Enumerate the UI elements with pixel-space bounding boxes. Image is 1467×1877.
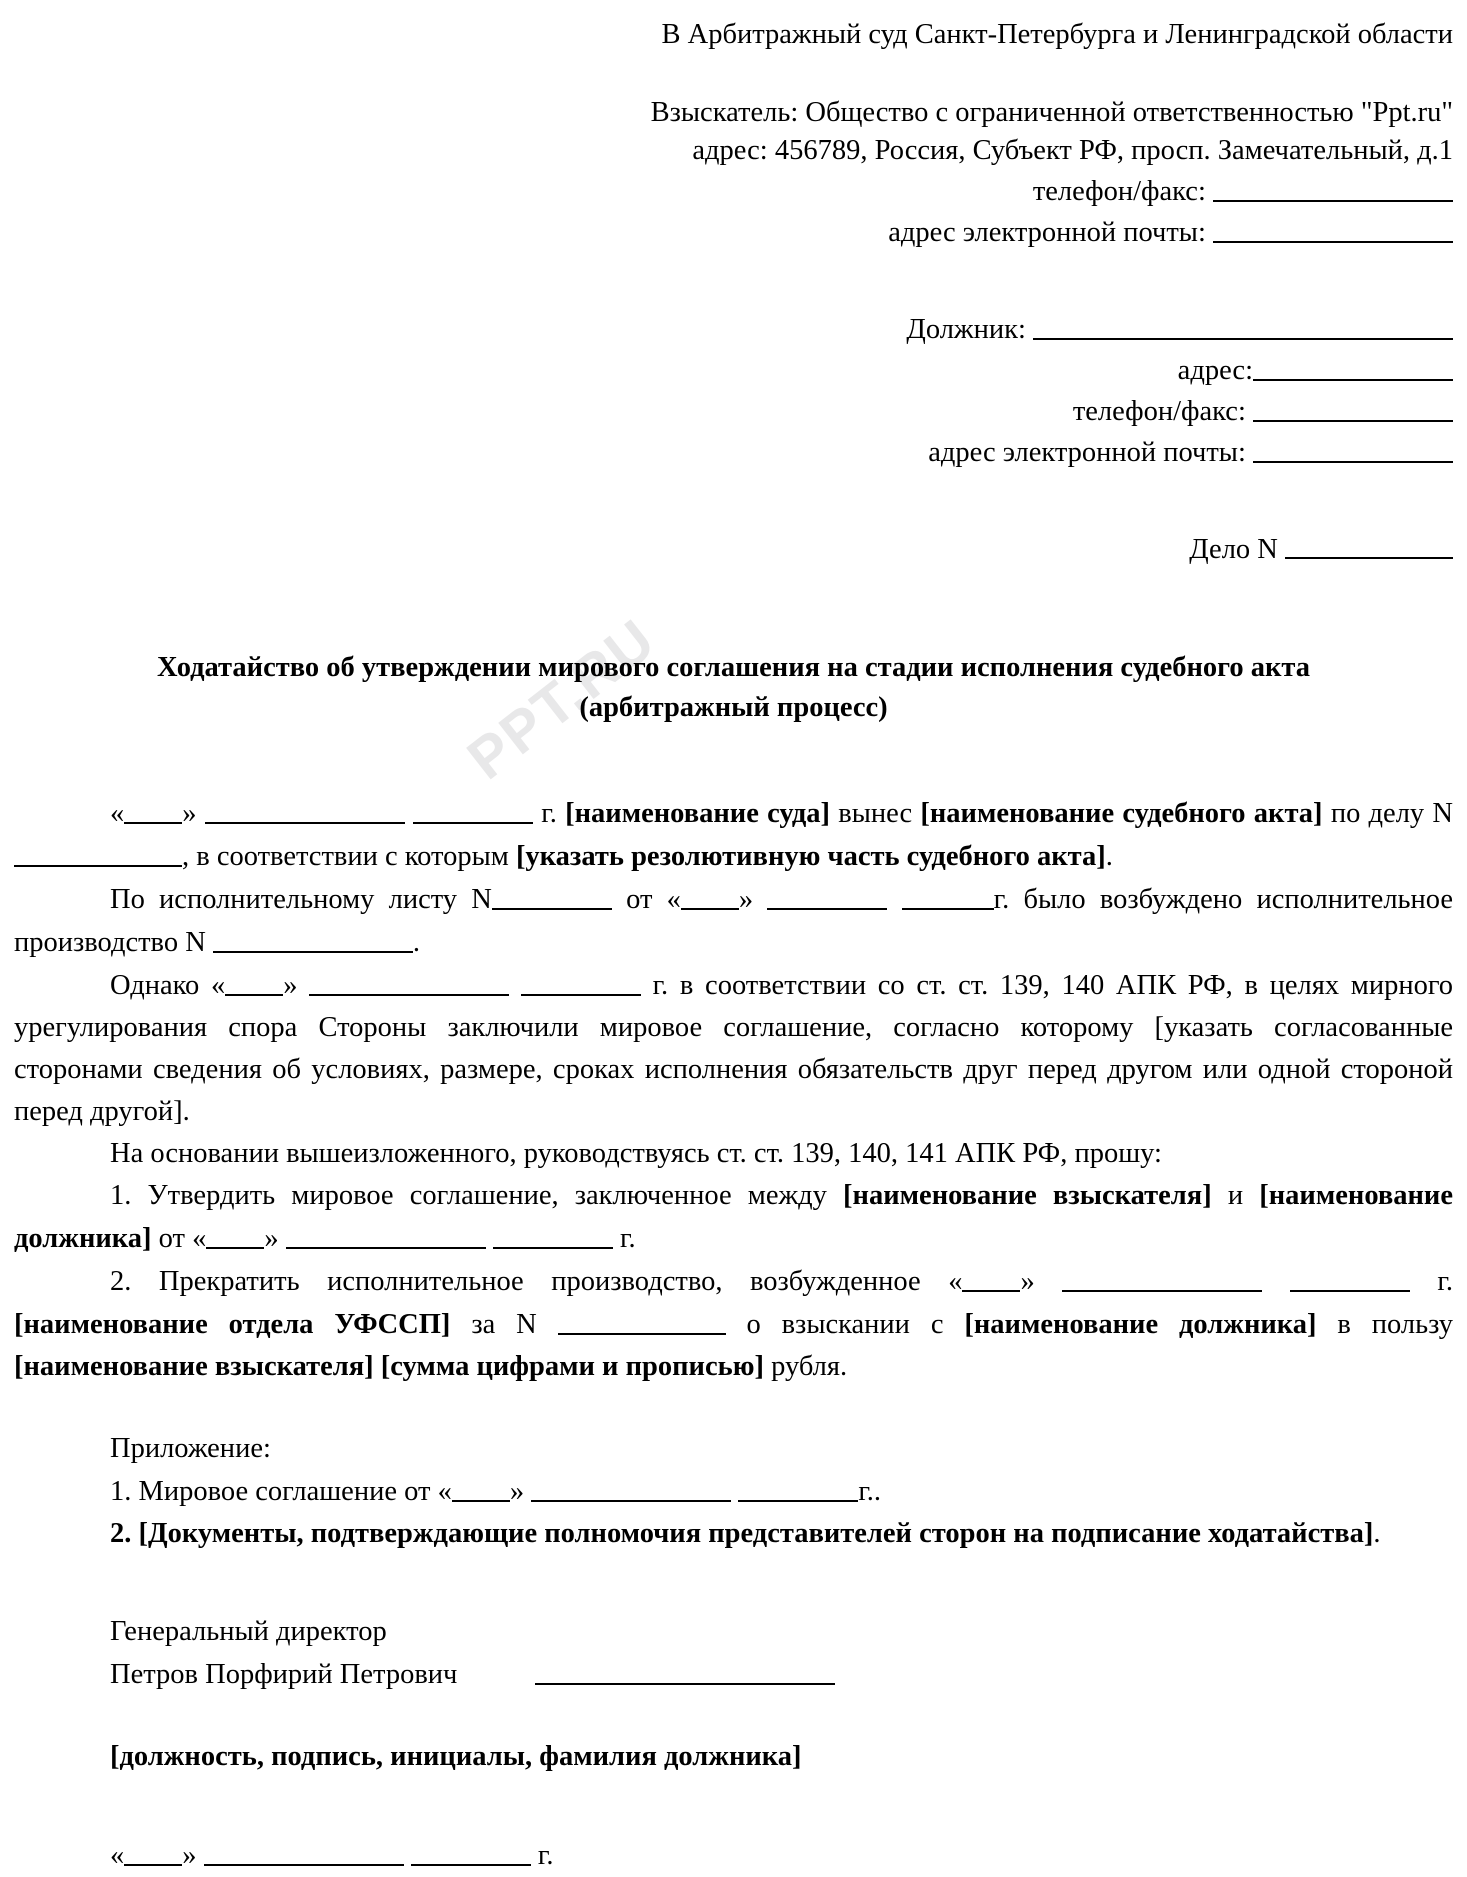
debtor-email (14, 431, 1453, 472)
debtor-signature-placeholder: [должность, подпись, инициалы, фамилия должника] (110, 1740, 802, 1772)
p1-dot: . (1105, 841, 1113, 873)
appendix-heading-text: Приложение: (110, 1432, 271, 1464)
appendix1-quote-open: « (437, 1475, 452, 1507)
appendix1-year-suffix: г.. (858, 1475, 882, 1507)
debtor-name (14, 308, 1453, 349)
p1-po-delu: по делу N (1330, 798, 1454, 830)
claimant-phone (14, 170, 1453, 211)
p3-year-blank[interactable] (521, 964, 641, 996)
p2-year-suffix: г. (993, 884, 1010, 916)
item1-year-suffix: г. (620, 1222, 636, 1254)
item1-ot: от (158, 1222, 185, 1254)
paragraph-judgement (14, 792, 1453, 878)
sig-date-year-blank[interactable] (411, 1834, 531, 1866)
p1-court-name-placeholder: [наименование суда] (565, 798, 830, 830)
court-addressee-text: В Арбитражный суд Санкт-Петербурга и Ленинградской области (661, 19, 1453, 50)
item2-year-blank[interactable] (1290, 1260, 1410, 1292)
item2-day-blank[interactable] (962, 1260, 1020, 1292)
appendix1-month-blank[interactable] (531, 1470, 731, 1502)
p3-year-suffix: г. (652, 970, 669, 1002)
p2-dot: . (412, 927, 421, 959)
signer-name-text: Петров Порфирий Петрович (110, 1658, 458, 1690)
item2-start: 2. Прекратить исполнительное производство, возбужденное (110, 1265, 921, 1297)
page-title (14, 648, 1453, 688)
appendix-item-2 (14, 1513, 1453, 1555)
p3-quote-close: » (283, 970, 298, 1002)
signer-position (14, 1611, 1453, 1653)
sig-date-day-blank[interactable] (124, 1834, 182, 1866)
p1-case-blank[interactable] (14, 835, 182, 867)
claimant-name-text: Взыскатель: Общество с ограниченной ответственностью "Ppt.ru" (650, 97, 1453, 128)
paragraph-settlement (14, 964, 1453, 1133)
p3-quote-open: « (210, 970, 226, 1002)
case-number (14, 528, 1453, 569)
item2-v-polzu: в пользу (1337, 1308, 1454, 1340)
p1-resolutive-placeholder: [указать резолютивную часть судебного акта] (515, 841, 1106, 873)
debtor-address (14, 349, 1453, 390)
appendix2-dot: . (1373, 1517, 1381, 1549)
item1-and: и (1227, 1180, 1244, 1212)
p1-month-blank[interactable] (205, 792, 405, 824)
p3-tail: в соответствии со ст. ст. 139, 140 АПК РФ, в целях мирного урегулирования спора Стороны заключили мировое соглашение, согласно которому (14, 970, 1454, 1044)
debtor-phone-label: телефон/факс: (1072, 395, 1246, 427)
appendix1-start: 1. Мировое соглашение от (110, 1475, 431, 1507)
p2-bylo: было возбуждено исполнительное производство N (14, 884, 1454, 959)
debtor-phone-blank[interactable] (1253, 390, 1453, 422)
document-content (14, 0, 1453, 1877)
claimant-name (14, 94, 1453, 132)
signature-blank[interactable] (535, 1653, 835, 1685)
p1-act-name-placeholder: [наименование судебного акта] (920, 798, 1323, 830)
p2-ot: от (626, 884, 653, 916)
p2-year-blank[interactable] (902, 878, 994, 910)
claimant-email-label: адрес электронной почты: (888, 216, 1206, 248)
signature-date-row (14, 1834, 1453, 1877)
p1-year-suffix: г. (541, 798, 557, 830)
item2-year-suffix: г. (1437, 1265, 1454, 1297)
item2-za-n: за N (471, 1308, 537, 1340)
claimant-email-blank[interactable] (1213, 211, 1453, 243)
item2-o-vzyskanii: о взыскании с (746, 1308, 944, 1340)
p3-terms-placeholder: [указать согласованные сторонами сведения об условиях, размере, сроках исполнения обязательств друг перед другом или одной стороной перед другой] (14, 1012, 1453, 1128)
appendix2-placeholder: [Документы, подтверждающие полномочия представителей сторон на подписание ходатайства] (138, 1517, 1374, 1549)
p2-quote-open: « (666, 884, 681, 916)
paragraph-request-intro (14, 1133, 1453, 1175)
debtor-name-blank[interactable] (1033, 308, 1453, 340)
signer-position-text: Генеральный директор (110, 1615, 387, 1647)
sig-date-quote-open: « (110, 1839, 125, 1871)
item1-day-blank[interactable] (206, 1217, 264, 1249)
appendix1-year-blank[interactable] (738, 1470, 858, 1502)
item1-start: 1. Утвердить мировое соглашение, заключенное между (110, 1180, 827, 1212)
page-subtitle (14, 688, 1453, 728)
debtor-name-label: Должник: (906, 313, 1026, 345)
item2-amount-placeholder: [сумма цифрами и прописью] (380, 1350, 764, 1382)
appendix2-number: 2. (110, 1517, 132, 1549)
sig-date-quote-close: » (182, 1839, 197, 1871)
p3-day-blank[interactable] (225, 964, 283, 996)
item2-claimant-placeholder: [наименование взыскателя] (14, 1350, 374, 1382)
p2-writ-number-blank[interactable] (492, 878, 612, 910)
watermark-text: PPT.RU (455, 606, 668, 793)
item2-quote-close: » (1020, 1265, 1035, 1297)
case-number-blank[interactable] (1285, 528, 1453, 560)
debtor-signature-placeholder-row (14, 1736, 1453, 1778)
appendix1-day-blank[interactable] (452, 1470, 510, 1502)
appendix-item-1 (14, 1470, 1453, 1513)
appendix-heading (14, 1428, 1453, 1470)
signer-name-row (14, 1653, 1453, 1696)
item2-ufssp-placeholder: [наименование отдела УФССП] (14, 1308, 451, 1340)
item1-quote-close: » (264, 1222, 279, 1254)
item2-quote-open: « (948, 1265, 963, 1297)
item1-year-blank[interactable] (493, 1217, 613, 1249)
p1-v-sootv: , в соответствии с которым (182, 841, 509, 873)
item1-month-blank[interactable] (286, 1217, 486, 1249)
p3-dot: . (182, 1096, 190, 1128)
p4-text: На основании вышеизложенного, руководствуясь ст. ст. 139, 140, 141 АПК РФ, прошу: (110, 1138, 1162, 1170)
request-item-1 (14, 1175, 1453, 1260)
appendix1-quote-close: » (509, 1475, 525, 1507)
page-subtitle-line2: (арбитражный процесс) (579, 692, 888, 724)
court-addressee (14, 16, 1453, 54)
sig-date-year-suffix: г. (537, 1839, 554, 1871)
claimant-address (14, 132, 1453, 170)
item1-debtor-placeholder: [наименование должника] (14, 1180, 1454, 1254)
debtor-email-blank[interactable] (1253, 431, 1453, 463)
item2-number-blank[interactable] (558, 1303, 726, 1335)
p1-year-blank[interactable] (413, 792, 533, 824)
debtor-address-blank[interactable] (1253, 349, 1453, 381)
request-item-2 (14, 1260, 1453, 1388)
case-number-label: Дело N (1189, 533, 1278, 565)
claimant-email (14, 211, 1453, 252)
p1-day-blank[interactable] (124, 792, 182, 824)
p3-odnako: Однако (110, 970, 200, 1002)
debtor-phone (14, 390, 1453, 431)
p3-month-blank[interactable] (309, 964, 509, 996)
item2-debtor-placeholder: [наименование должника] (964, 1308, 1317, 1340)
page-title-line1: Ходатайство об утверждении мирового соглашения на стадии исполнения судебного акта (156, 652, 1311, 684)
paragraph-writ (14, 878, 1453, 964)
claimant-address-text: адрес: 456789, Россия, Субъект РФ, просп. Замечательный, д.1 (692, 135, 1453, 166)
debtor-address-label: адрес: (1177, 354, 1253, 386)
debtor-email-label: адрес электронной почты: (928, 436, 1246, 468)
p2-start: По исполнительному листу N (110, 884, 492, 916)
sig-date-month-blank[interactable] (204, 1834, 404, 1866)
item2-month-blank[interactable] (1062, 1260, 1262, 1292)
item2-rublya: рубля. (771, 1350, 848, 1382)
item1-quote-open: « (192, 1222, 207, 1254)
p2-quote-close: » (738, 884, 754, 916)
p1-quote-open: « (110, 798, 125, 830)
p2-proceeding-number-blank[interactable] (213, 921, 413, 953)
claimant-phone-label: телефон/факс: (1032, 175, 1206, 207)
p1-vynes: вынес (838, 798, 913, 830)
p1-quote-close: » (182, 798, 197, 830)
item1-claimant-placeholder: [наименование взыскателя] (843, 1180, 1212, 1212)
p2-day-blank[interactable] (681, 878, 739, 910)
p2-month-blank[interactable] (767, 878, 887, 910)
claimant-phone-blank[interactable] (1213, 170, 1453, 202)
